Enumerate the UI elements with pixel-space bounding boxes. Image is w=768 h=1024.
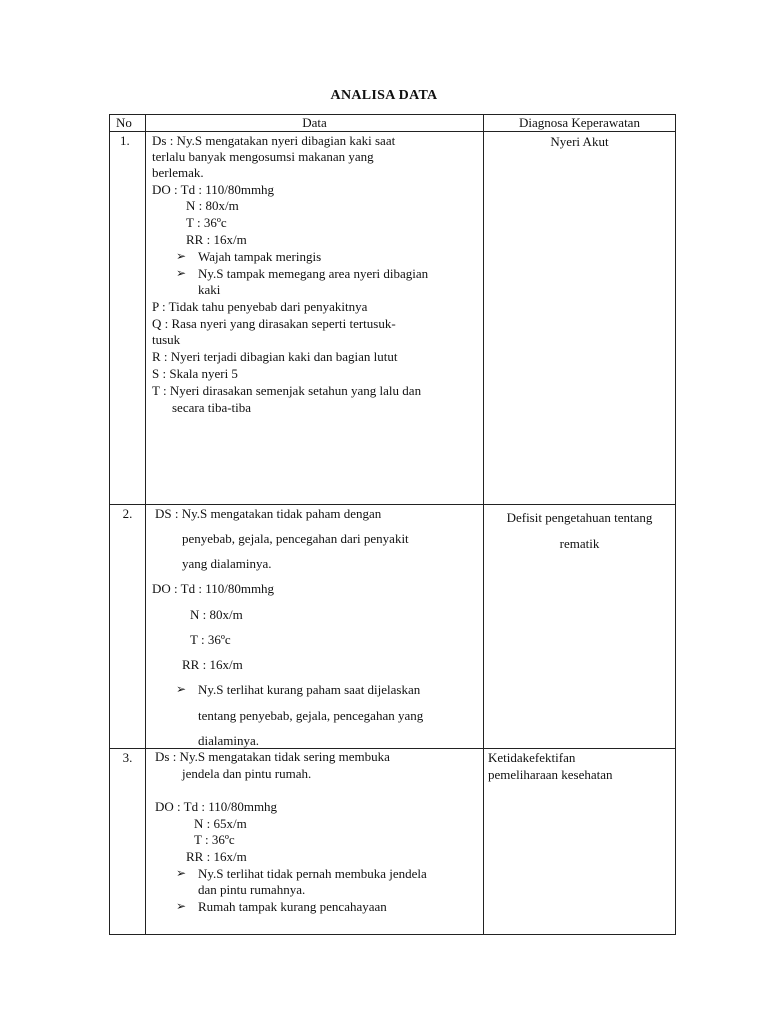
diagnosis-line: pemeliharaan kesehatan — [488, 767, 613, 782]
bullet-arrow-icon: ➢ — [176, 682, 187, 696]
data-line: Q : Rasa nyeri yang dirasakan seperti tertusuk- — [152, 316, 396, 331]
data-line: penyebab, gejala, pencegahan dari penyakit — [182, 531, 409, 546]
bullet-arrow-icon: ➢ — [176, 866, 187, 880]
row-number: 1. — [110, 132, 146, 505]
data-line: kaki — [198, 282, 221, 297]
row-number: 2. — [110, 505, 146, 749]
data-line: N : 80x/m — [190, 607, 243, 622]
data-cell — [146, 749, 484, 935]
data-line: berlemak. — [152, 165, 204, 180]
data-line: S : Skala nyeri 5 — [152, 366, 238, 381]
bullet-arrow-icon: ➢ — [176, 249, 187, 263]
header-no: No — [110, 115, 146, 132]
data-line: Ny.S terlihat tidak pernah membuka jendela — [198, 866, 427, 881]
table-row — [110, 132, 676, 505]
data-line: Wajah tampak meringis — [198, 249, 322, 264]
data-line: DS : Ny.S mengatakan tidak paham dengan — [155, 506, 382, 521]
diagnosis-cell — [484, 505, 676, 749]
data-line: jendela dan pintu rumah. — [182, 766, 312, 781]
data-line: RR : 16x/m — [186, 849, 247, 864]
data-line: RR : 16x/m — [186, 232, 247, 247]
diagnosis-cell — [484, 749, 676, 935]
data-line: T : 36ºc — [190, 632, 231, 647]
header-diagnosa: Diagnosa Keperawatan — [484, 115, 676, 132]
table-row — [110, 749, 676, 935]
data-line: R : Nyeri terjadi dibagian kaki dan bagian lutut — [152, 349, 398, 364]
row-number: 3. — [110, 749, 146, 935]
data-line: yang dialaminya. — [182, 556, 272, 571]
data-line: tentang penyebab, gejala, pencegahan yang — [198, 708, 424, 723]
bullet-arrow-icon: ➢ — [176, 266, 187, 280]
data-line: P : Tidak tahu penyebab dari penyakitnya — [152, 299, 368, 314]
data-line: Ny.S tampak memegang area nyeri dibagian — [198, 266, 429, 281]
data-line: Ds : Ny.S mengatakan tidak sering membuka — [155, 749, 390, 764]
data-line: T : 36ºc — [194, 832, 235, 847]
data-line: N : 65x/m — [194, 816, 247, 831]
data-line: terlalu banyak mengosumsi makanan yang — [152, 149, 374, 164]
data-line: N : 80x/m — [186, 198, 239, 213]
diagnosis-line: rematik — [559, 536, 600, 551]
data-line: tusuk — [152, 332, 181, 347]
document-title: ANALISA DATA — [330, 88, 438, 103]
data-line: Ny.S terlihat kurang paham saat dijelaskan — [198, 682, 421, 697]
data-line: dan pintu rumahnya. — [198, 882, 306, 897]
data-line: T : 36ºc — [186, 215, 227, 230]
diagnosis-line: Defisit pengetahuan tentang — [506, 510, 653, 525]
data-line: RR : 16x/m — [182, 657, 243, 672]
data-line: dialaminya. — [198, 733, 260, 748]
analysis-table — [109, 114, 676, 935]
data-line: secara tiba-tiba — [172, 400, 252, 415]
data-cell — [146, 132, 484, 505]
data-line: T : Nyeri dirasakan semenjak setahun yang lalu dan — [152, 383, 422, 398]
diagnosis-cell: Nyeri Akut — [484, 132, 676, 505]
data-line: DO : Td : 110/80mmhg — [152, 182, 275, 197]
data-line: DO : Td : 110/80mmhg — [152, 581, 275, 596]
table-header-row — [110, 115, 676, 132]
data-line: Ds : Ny.S mengatakan nyeri dibagian kaki saat — [152, 133, 396, 148]
bullet-arrow-icon: ➢ — [176, 899, 187, 913]
data-line: DO : Td : 110/80mmhg — [155, 799, 278, 814]
table-row — [110, 505, 676, 749]
data-cell — [146, 505, 484, 749]
header-data: Data — [146, 115, 484, 132]
diagnosis-line: Ketidakefektifan — [488, 750, 576, 765]
data-line: Rumah tampak kurang pencahayaan — [198, 899, 387, 914]
